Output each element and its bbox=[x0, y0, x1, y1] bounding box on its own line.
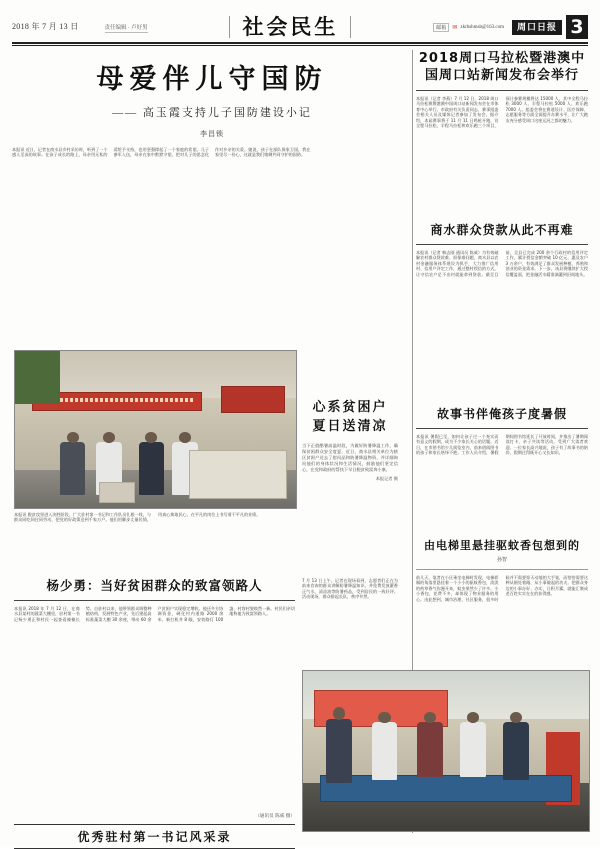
right-article-3-headline: 由电梯里悬挂驱蚊香包想到的 bbox=[424, 539, 580, 552]
main-column bbox=[12, 50, 412, 331]
publication-date: 2018 年 7 月 13 日 bbox=[12, 22, 79, 31]
caption-title-line2: 夏日送清凉 bbox=[312, 419, 388, 434]
lead-headline-block bbox=[12, 64, 412, 139]
masthead bbox=[12, 14, 588, 40]
caption-title-line1: 心系贫困户 bbox=[312, 400, 388, 415]
bottom-left-body: 本报讯 2018 年 7 月 12 日，在商水县某村的蔬菜大棚里，驻村第一书记杨少勇正和村民一起查看辣椒长势。自驻村以来，他带领群众调整种植结构，发展特色产业，先后建起高标准蔬菜大棚 30 余座，带动 60 余户贫困户实现稳定增收。他还多方协调资金，硬化村内道路 2000 余米，新打机井 8 眼，安装路灯 100 盏，村容村貌焕然一新。村民们亲切地称他为致富领路人。 bbox=[14, 606, 295, 622]
bottom-mid-body: 7 月 13 日上午，记者在现场看到，志愿者们正在为前来咨询的群众讲解防暑降温知识，并免费发放藿香正气水、清凉油等防暑药品，受到居民的一致好评。活动现场，群众排起长队，秩序井然。 bbox=[302, 578, 398, 600]
lead-subheadline: —— 高玉霞支持儿子国防建设小记 bbox=[112, 107, 312, 119]
right-article-3-body: 前几天，笔者在小区乘坐电梯时发现，电梯轿厢的角落里悬挂着一个小小的驱蚊香包，淡淡的药草香气弥漫开来，蚊虫果然少了许多。小小香包，花费不多，却体现了物业服务的用心。由此想到，城市治理、社区服务，很多时候并不需要惊天动地的大手笔，而恰恰需要这种从细处着眼、从小事做起的功夫。把群众身边的小事办好、办实，日积月累，就能汇聚成老百姓实实在在的获得感。 bbox=[416, 575, 588, 602]
masthead-rule bbox=[12, 42, 588, 44]
bottom-left-headline: 杨少勇：当好贫困群众的致富领路人 bbox=[46, 578, 263, 593]
mid-block-a: 本报讯 脱贫攻坚进入决胜阶段，广大驻村第一书记和工作队员扎根一线，与群众同吃同住同劳动，把党的好政策送到千家万户。他们用脚步丈量民情，用真心换取民心，在平凡的岗位上书写着不平凡的业绩。 bbox=[14, 512, 261, 523]
page-number: 3 bbox=[566, 15, 588, 39]
caption-body: 当下正值酷暑高温时段，为做好防暑降温工作，确保贫困群众安全度夏，近日，商水县相关单位为辖区贫困户送去了慰问品和防暑降温物资，并详细询问他们的身体状况和生活情况，鼓励他们坚定信心，在党和政府的帮扶下早日脱贫致富奔小康。 bbox=[302, 443, 398, 472]
right-article-1-body: 本报讯（记者 韩志刚 通讯员 陈威）为有效破解农村群众贷款难、担保难问题，商水县以农村金融服务体系建设为抓手，大力推广信用村、信用户评定工作，通过整村授信的方式，让守信农户足不出村就能拿到贷款。截至目前，全县已完成 200 余个行政村的信用评定工作，累计授信金额突破 10 亿元，惠及农户 3 万余户，有效满足了群众发展种植、养殖和创业的资金需求。下一步，该县将继续扩大授信覆盖面，把金融活水精准滴灌到田间地头。 bbox=[416, 250, 588, 277]
right-article-0-headline bbox=[416, 50, 588, 84]
series-bar-title: 优秀驻村第一书记风采录 bbox=[14, 824, 295, 849]
section-title: 社会民生 bbox=[229, 16, 351, 38]
right-article-1 bbox=[416, 222, 588, 398]
contact-email bbox=[433, 23, 504, 32]
headline-text: 周口马拉松暨港澳中国周口站新闻发布会举行 bbox=[424, 51, 586, 83]
right-article-2-body: 本报讯 暑假已至，如何让孩子过一个充实而有意义的假期，成为不少家长关心的话题。近日，在市图书馆少儿阅览室内，前来借阅图书的孩子和家长络绎不绝。工作人员介绍，暑假期间图书馆延长了开放时间，并推出了暑期阅读打卡、亲子共读等活动，受到广大读者欢迎。一位家长高兴地说，孩子有了故事书的陪伴，假期过得既开心又长知识。 bbox=[416, 434, 588, 456]
email-address: zkrbshmsb@163.com bbox=[460, 24, 504, 30]
right-article-2-headline: 故事书伴俺孩子度暑假 bbox=[436, 407, 567, 421]
brand-block bbox=[512, 15, 588, 39]
caption-credit: 本报记者 摄 bbox=[375, 476, 398, 481]
right-article-3-byline: 孙智 bbox=[496, 558, 507, 563]
right-article-0 bbox=[416, 50, 588, 214]
newspaper-name: 周口日报 bbox=[512, 20, 562, 35]
bottom-left-credit: （通讯员 陈威 摄） bbox=[255, 814, 295, 819]
lead-byline: 李昌锁 bbox=[200, 130, 224, 138]
bottom-left-article bbox=[14, 578, 295, 849]
right-article-3 bbox=[416, 538, 588, 663]
community-service-photo bbox=[302, 670, 590, 832]
right-article-2 bbox=[416, 406, 588, 530]
masthead-left bbox=[12, 21, 148, 33]
section-editor: 责任编辑 · 卢好男 bbox=[104, 25, 148, 31]
right-article-1-headline: 商水群众贷款从此不再难 bbox=[430, 223, 574, 237]
lead-body-text: 本报讯 近日，记者在商水县乡村采访时，听到了一个感人至深的故事。在孩子成长的路上，母亲用无私的爱给予支持，也用坚强撑起了一个家庭的希望。儿子参军入伍，母亲在家中默默守望，把对儿子的思念化作对乡亲的关爱。她说，孩子在部队保家卫国，我在家里尽一份心，这就是我们娘俩共同守护的国防。 bbox=[12, 147, 311, 158]
photo1-caption-block bbox=[302, 398, 398, 482]
masthead-center bbox=[148, 16, 434, 38]
right-article-0-body: 本报讯（记者 李燕）7 月 12 日，2018 周口马拉松赛暨港澳中国周口站新闻发布会在市体育中心举行。市政府有关负责同志、赛事组委会相关人员及媒体记者参加了发布会。据介绍，本届赛事将于 11 月 11 日鸣枪开跑，设全程马拉松、半程马拉松和欢乐跑三个项目，预计参赛规模将达 15000 人，其中全程马拉松 3000 人、半程马拉松 5000 人、欢乐跑 7000 人。组委会将在赛道设计、医疗保障、志愿服务等方面全面提升办赛水平，让广大跑友充分感受周口这座运河之都的魅力。 bbox=[416, 96, 588, 129]
right-column bbox=[416, 50, 588, 663]
email-label: 邮箱 bbox=[433, 23, 449, 32]
headline-year: 2018 bbox=[418, 51, 460, 66]
lead-headline: 母爱伴儿守国防 bbox=[96, 64, 328, 95]
envelope-icon: ✉ bbox=[452, 24, 458, 31]
masthead-rule-thin bbox=[12, 45, 588, 46]
village-meeting-photo bbox=[14, 350, 297, 509]
